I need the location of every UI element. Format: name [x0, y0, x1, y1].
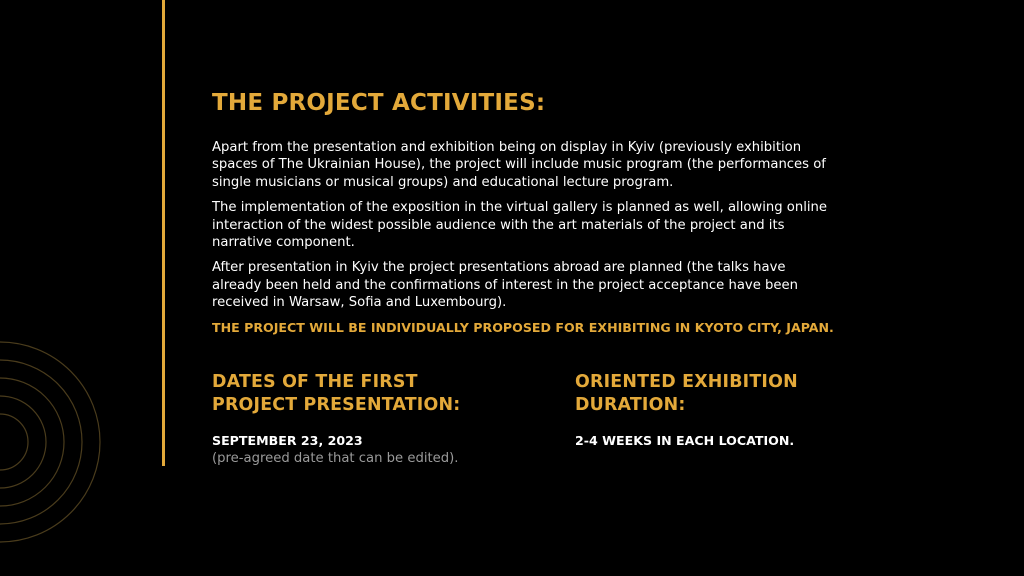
duration-heading-line1: ORIENTED EXHIBITION [575, 372, 798, 392]
concentric-rings-decoration [0, 300, 110, 576]
page-title: THE PROJECT ACTIVITIES: [212, 90, 546, 116]
duration-heading-line2: DURATION: [575, 395, 686, 415]
paragraph-presentation: Apart from the presentation and exhibition being on display in Kyiv (previously exhibition spaces of The Ukrainian House), the project will include music program (the performances of single musicians or musical groups) and educational lecture program. [212, 140, 826, 190]
activities-section [212, 88, 832, 336]
dates-block [212, 371, 532, 467]
dates-heading-line1: DATES OF THE FIRST [212, 372, 418, 392]
duration-block [575, 371, 875, 449]
dates-note: (pre-agreed date that can be edited). [212, 451, 459, 466]
paragraph-abroad: After presentation in Kyiv the project presentations abroad are planned (the talks have already been held and the confirmations of interest in the project acceptance have been received in Warsaw, Sofia and Luxembourg). [212, 260, 798, 311]
paragraph-virtual-gallery: The implementation of the exposition in the virtual gallery is planned as well, allowing online interaction of the widest possible audience with the art materials of the project and its narrative component. [212, 200, 828, 251]
duration-heading [575, 371, 875, 417]
dates-heading-line2: PROJECT PRESENTATION: [212, 395, 461, 415]
vertical-accent-line [162, 0, 165, 466]
duration-value: 2-4 WEEKS IN EACH LOCATION. [575, 433, 795, 448]
kyoto-highlight: THE PROJECT WILL BE INDIVIDUALLY PROPOSED FOR EXHIBITING IN KYOTO CITY, JAPAN. [212, 319, 834, 335]
dates-heading [212, 371, 532, 417]
dates-value: SEPTEMBER 23, 2023 [212, 433, 363, 448]
